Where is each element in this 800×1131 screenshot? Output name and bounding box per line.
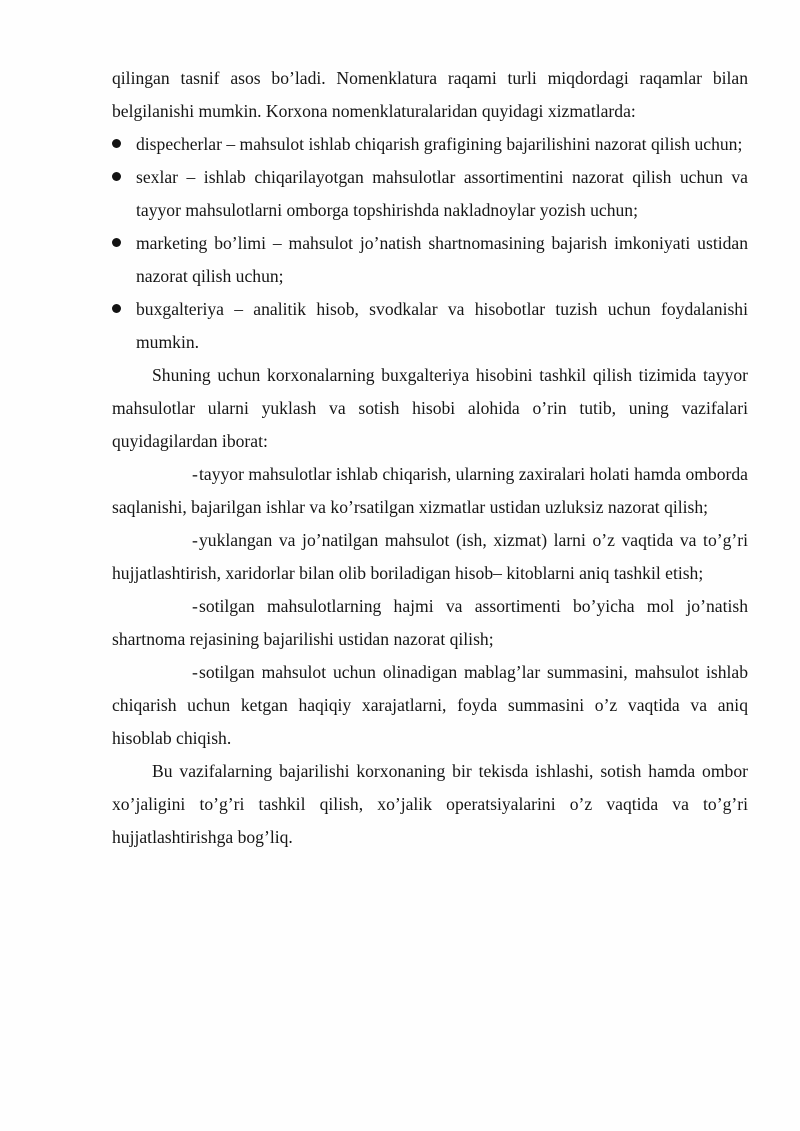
bullet-marketing (136, 227, 748, 293)
bullet-buxgalteriya-text: buxgalteriya – analitik hisob, svodkalar va hisobotlar tuzish uchun foydalanishi mumkin. (136, 299, 748, 352)
dash-item-yuklangan-text: yuklangan va jo’natilgan mahsulot (ish, xizmat) larni o’z vaqtida va to’g’ri hujjatlashtirish, xaridorlar bilan olib boriladigan hisob– kitoblarni aniq tashkil etish; (112, 530, 748, 583)
paragraph-nomenklatura: qilingan tasnif asos bo’ladi. Nomenklatura raqami turli miqdordagi raqamlar bilan belgilanishi mumkin. Korxona nomenklaturalaridan quyidagi xizmatlarda: (112, 68, 748, 121)
dash-item-tayyor-mahsulotlar-text: tayyor mahsulotlar ishlab chiqarish, ularning zaxiralari holati hamda omborda saqlanishi, bajarilgan ishlar va ko’rsatilgan xizmatlar ustidan uzluksiz nazorat qilish; (112, 464, 748, 517)
paragraph-shuning-uchun: Shuning uchun korxonalarning buxgalteriya hisobini tashkil qilish tizimida tayyor mahsulotlar ularni yuklash va sotish hisobi alohida o’rin tutib, uning vazifalari quyidagilardan iborat: (112, 365, 748, 451)
dash-marker: - (192, 530, 198, 550)
bullet-marketing-text: marketing bo’limi – mahsulot jo’natish shartnomasining bajarish imkoniyati ustidan nazorat qilish uchun; (136, 233, 748, 286)
bullet-sexlar (136, 161, 748, 227)
dash-item-sotilgan-mablag-text: sotilgan mahsulot uchun olinadigan mablag’lar summasini, mahsulot ishlab chiqarish uchun ketgan haqiqiy xarajatlarni, foyda summasini o’z vaqtida va aniq hisoblab chiqish. (112, 662, 748, 748)
bullet-point-icon (112, 238, 121, 247)
bullet-dispecherlar-text: dispecherlar – mahsulot ishlab chiqarish grafigining bajarilishini nazorat qilish uchun; (136, 134, 743, 154)
dash-item-sotilgan-hajmi-text: sotilgan mahsulotlarning hajmi va assortimenti bo’yicha mol jo’natish shartnoma rejasining bajarilishi ustidan nazorat qilish; (112, 596, 748, 649)
dash-item-sotilgan-hajmi (112, 590, 748, 656)
dash-marker: - (192, 662, 198, 682)
dash-item-tayyor-mahsulotlar (112, 458, 748, 524)
bullet-point-icon (112, 304, 121, 313)
dash-marker: - (192, 464, 198, 484)
bullet-buxgalteriya (136, 293, 748, 359)
text-body (112, 62, 748, 854)
bullet-dispecherlar (136, 128, 748, 161)
dash-item-sotilgan-mablag (112, 656, 748, 755)
bullet-point-icon (112, 139, 121, 148)
paragraph-bu-vazifalarning: Bu vazifalarning bajarilishi korxonaning bir tekisda ishlashi, sotish hamda ombor xo’jaligini to’g’ri tashkil qilish, xo’jalik operatsiyalarini o’z vaqtida va to’g’ri hujjatlashtirishga bog’liq. (112, 761, 748, 847)
bullet-point-icon (112, 172, 121, 181)
bullet-sexlar-text: sexlar – ishlab chiqarilayotgan mahsulotlar assortimentini nazorat qilish uchun va tayyor mahsulotlarni omborga topshirishda nakladnoylar yozish uchun; (136, 167, 748, 220)
dash-marker: - (192, 596, 198, 616)
dash-item-yuklangan (112, 524, 748, 590)
